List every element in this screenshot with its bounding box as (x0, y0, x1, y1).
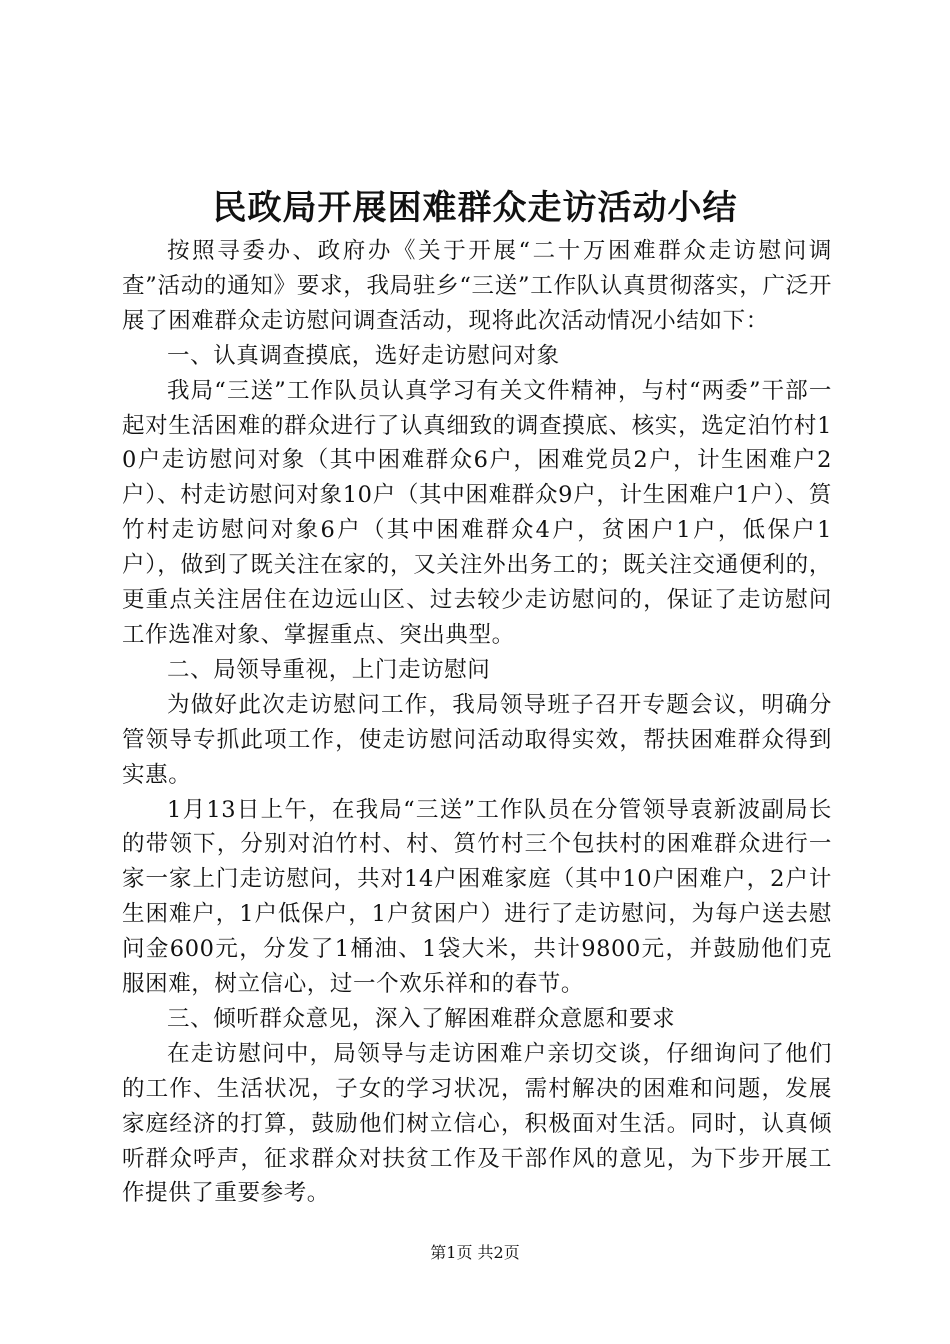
section-heading-3: 三、倾听群众意见，深入了解困难群众意愿和要求 (167, 1005, 676, 1032)
section-2-paragraph-2: 1月13日上午，在我局“三送”工作队员在分管领导袁新波副局长的带领下，分别对泊竹村、村、筼竹村三个包扶村的困难群众进行一家一家上门走访慰问，共对14户困难家庭（其中10户困难户，2户计生困难户，1户低保户，1户贫困户）进行了走访慰问，为每户送去慰问金600元，分发了1桶油、1袋大米，共计9800元，并鼓励他们克服困难，树立信心，过一个欢乐祥和的春节。 (122, 796, 832, 998)
section-2-paragraph-1: 为做好此次走访慰问工作，我局领导班子召开专题会议，明确分管领导专抓此项工作，使走访慰问活动取得实效，帮扶困难群众得到实惠。 (122, 691, 832, 788)
section-3-paragraph: 在走访慰问中，局领导与走访困难户亲切交谈，仔细询问了他们的工作、生活状况，子女的学习状况，需村解决的困难和问题，发展家庭经济的打算，鼓励他们树立信心，积极面对生活。同时，认真倾听群众呼声，征求群众对扶贫工作及干部作风的意见，为下步开展工作提供了重要参考。 (122, 1040, 832, 1207)
page-number-footer: 第1页 共2页 (430, 1243, 520, 1262)
section-heading-1: 一、认真调查摸底，选好走访慰问对象 (167, 342, 560, 369)
intro-paragraph: 按照寻委办、政府办《关于开展“二十万困难群众走访慰问调查”活动的通知》要求，我局驻乡“三送”工作队认真贯彻落实，广泛开展了困难群众走访慰问调查活动，现将此次活动情况小结如下： (122, 238, 832, 334)
document-body (122, 234, 832, 1211)
section-heading-2: 二、局领导重视，上门走访慰问 (167, 656, 491, 683)
section-1-paragraph: 我局“三送”工作队员认真学习有关文件精神，与村“两委”干部一起对生活困难的群众进行了认真细致的调查摸底、核实，选定泊竹村10户走访慰问对象（其中困难群众6户，困难党员2户，计生困难户2户）、村走访慰问对象10户（其中困难群众9户，计生困难户1户）、筼竹村走访慰问对象6户（其中困难群众4户，贫困户1户，低保户1户），做到了既关注在家的，又关注外出务工的；既关注交通便利的，更重点关注居住在边远山区、过去较少走访慰问的，保证了走访慰问工作选准对象、掌握重点、突出典型。 (122, 377, 832, 648)
document-title: 民政局开展困难群众走访活动小结 (212, 188, 738, 228)
